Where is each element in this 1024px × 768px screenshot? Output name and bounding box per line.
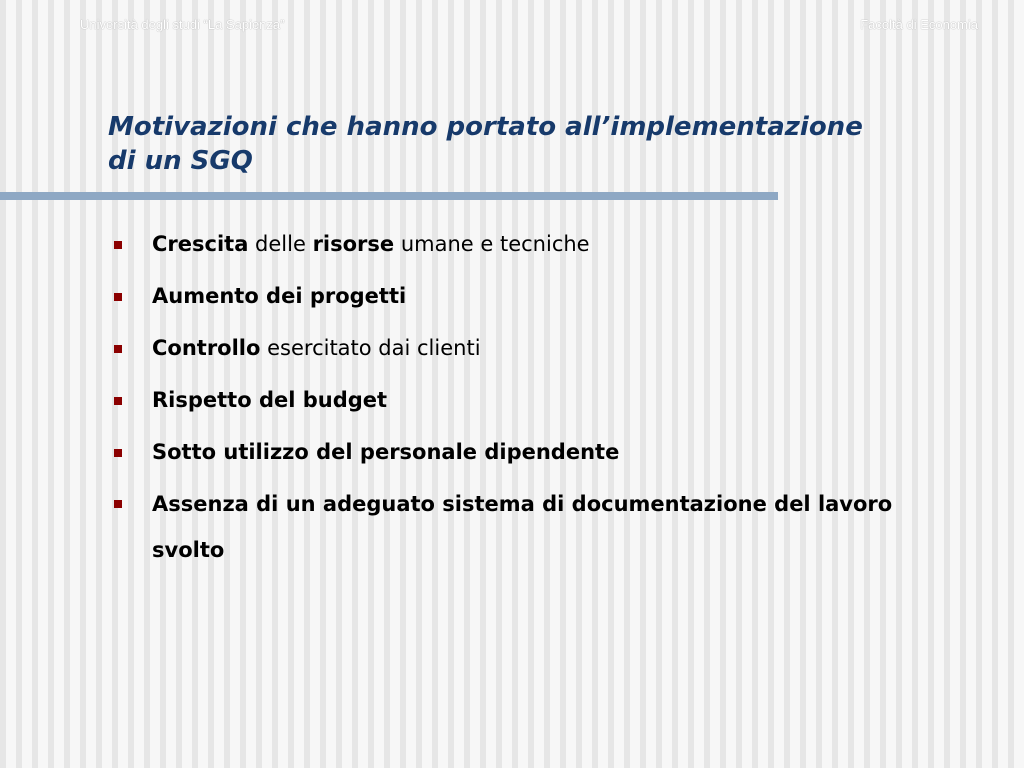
- square-bullet-icon: [114, 241, 122, 249]
- bullet-text: delle: [248, 232, 313, 256]
- header-faculty: Facoltà di Economia: [860, 17, 978, 32]
- bullet-item: [108, 382, 968, 418]
- square-bullet-icon: [114, 345, 122, 353]
- bullet-text-bold: Sotto utilizzo del personale dipendente: [152, 440, 620, 464]
- slide-title: [108, 110, 968, 178]
- bullet-item: [108, 434, 968, 470]
- bullet-item: [108, 278, 968, 314]
- bullet-text: esercitato dai clienti: [260, 336, 481, 360]
- bullet-text-bold: Crescita: [152, 232, 249, 256]
- bullet-text: umane e tecniche: [394, 232, 590, 256]
- bullet-item: [108, 330, 968, 366]
- square-bullet-icon: [114, 449, 122, 457]
- bullet-text-bold: Aumento dei progetti: [152, 284, 407, 308]
- bullet-item: [108, 226, 968, 262]
- slide-title-line-1: Motivazioni che hanno portato all’implementazione: [108, 112, 863, 142]
- bullet-list: [108, 226, 968, 589]
- square-bullet-icon: [114, 397, 122, 405]
- bullet-item: [108, 481, 968, 573]
- bullet-text-bold: Assenza di un adeguato sistema di documentazione del lavoro svolto: [152, 492, 893, 562]
- square-bullet-icon: [114, 500, 122, 508]
- bullet-text-bold: risorse: [312, 232, 395, 256]
- header-university: Università degli studi “La Sapienza”: [80, 17, 285, 32]
- bullet-text-bold: Controllo: [152, 336, 261, 360]
- slide-title-line-2: di un SGQ: [108, 146, 253, 176]
- title-divider: [0, 192, 778, 200]
- square-bullet-icon: [114, 293, 122, 301]
- bullet-text-bold: Rispetto del budget: [152, 388, 388, 412]
